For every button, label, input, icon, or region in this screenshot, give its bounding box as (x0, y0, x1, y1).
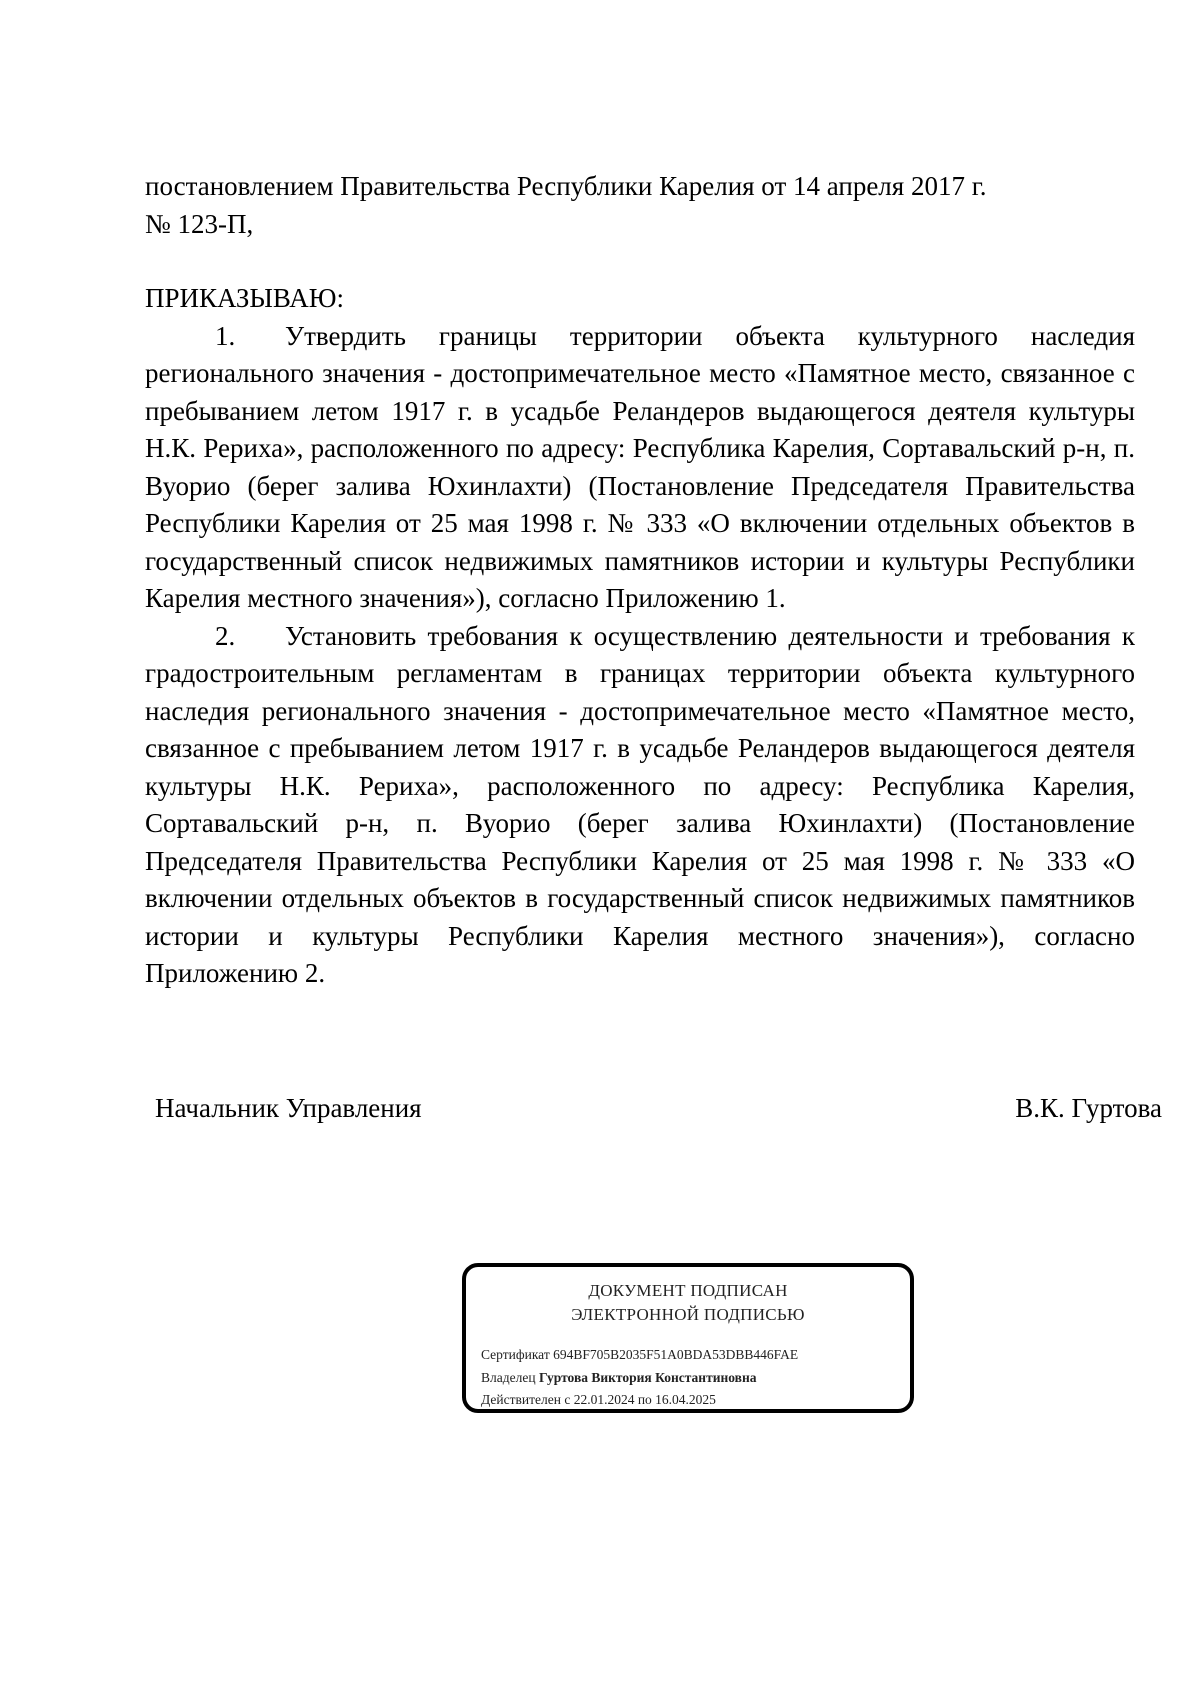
stamp-owner-line (481, 1367, 798, 1390)
stamp-certificate-label: Сертификат (481, 1347, 550, 1362)
order-item-1-number: 1. (215, 320, 236, 351)
order-item-1-text: Утвердить границы территории объекта культурного наследия регионального значения - достопримечательное место «Памятное место, связанное с пребыванием летом 1917 г. в усадьбе Реландеров выдающегося деятеля культуры Н.К. Рериха», расположенного по адресу: Республика Карелия, Сортавальский р-н, п. Вуорио (берег залива Юхинлахти) (Постановление Председателя Правительства Республики Карелия от 25 мая 1998 г. № 333 «О включении отдельных объектов в государственный список недвижимых памятников истории и культуры Республики Карелия местного значения»), согласно Приложению 1. (145, 320, 1135, 613)
stamp-owner-value: Гуртова Виктория Константиновна (538, 1369, 757, 1385)
intro-line: постановлением Правительства Республики Карелия от 14 апреля 2017 г. (145, 171, 987, 201)
order-item-2-text: Установить требования к осуществлению деятельности и требования к градостроительным регламентам в границах территории объекта культурного наследия регионального значения - достопримечательное место «Памятное место, связанное с пребыванием летом 1917 г. в усадьбе Реландеров выдающегося деятеля культуры Н.К. Рериха», расположенного по адресу: Республика Карелия, Сортавальский р-н, п. Вуорио (берег залива Юхинлахти) (Постановление Председателя Правительства Республики Карелия от 25 мая 1998 г. № 333 «О включении отдельных объектов в государственный список недвижимых памятников истории и культуры Республики Карелия местного значения»), согласно Приложению 2. (145, 620, 1135, 988)
stamp-valid-from-word: с (564, 1392, 571, 1407)
stamp-heading-line-2: ЭЛЕКТРОННОЙ ПОДПИСЬЮ (571, 1305, 805, 1324)
stamp-valid-from: 22.01.2024 (573, 1392, 635, 1407)
stamp-validity-line (481, 1389, 798, 1412)
order-heading: ПРИКАЗЫВАЮ: (145, 283, 344, 313)
stamp-certificate-line (481, 1344, 798, 1367)
document-body (145, 168, 1135, 993)
stamp-owner-label: Владелец (481, 1369, 536, 1385)
signature-row (155, 1093, 1162, 1124)
intro-tail: № 123-П, (145, 208, 254, 239)
order-item-2-number: 2. (215, 620, 236, 651)
stamp-details (481, 1344, 798, 1412)
stamp-certificate-value: 694BF705B2035F51A0BDA53DBB446FAE (553, 1347, 799, 1362)
stamp-valid-label: Действителен (481, 1392, 561, 1407)
stamp-valid-to-word: по (637, 1392, 652, 1407)
electronic-signature-stamp (462, 1263, 914, 1413)
stamp-heading-line-1: ДОКУМЕНТ ПОДПИСАН (588, 1281, 788, 1300)
order-item-1 (145, 318, 1135, 618)
stamp-valid-to: 16.04.2025 (655, 1392, 716, 1407)
signer-position: Начальник Управления (155, 1093, 422, 1123)
signer-name: В.К. Гуртова (1015, 1093, 1162, 1123)
order-item-2 (145, 618, 1135, 993)
stamp-heading (466, 1279, 910, 1327)
